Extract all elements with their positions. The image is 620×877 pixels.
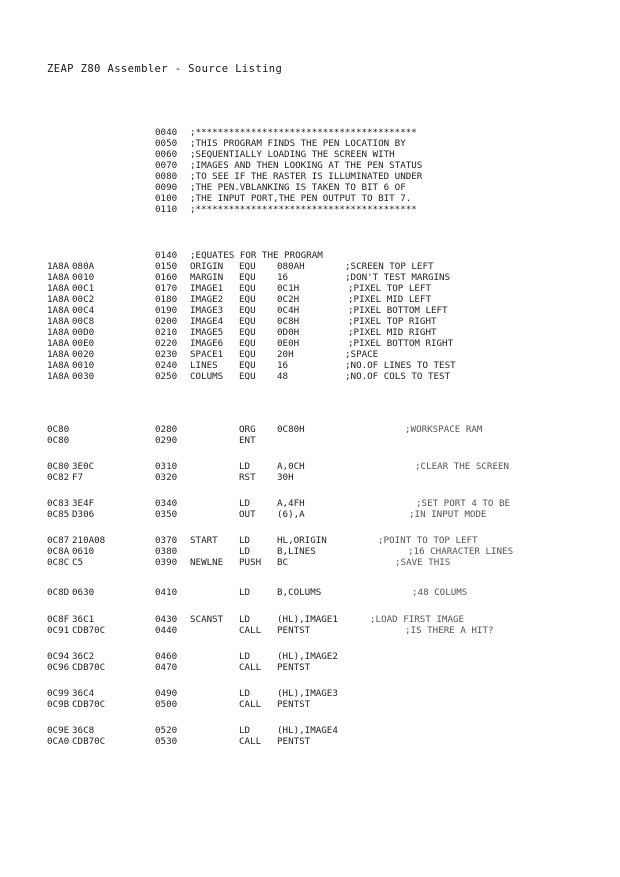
line-number: 0050 (155, 138, 178, 149)
comment: ;SPACE (345, 349, 379, 360)
opcode: EQU (239, 371, 256, 382)
operand: (HL),IMAGE2 (277, 651, 338, 662)
label: START (190, 535, 218, 546)
opcode: LD (239, 651, 251, 662)
comment-text: ;**************************************** (190, 204, 417, 215)
operand: 16 (277, 360, 289, 371)
address: 0C9B (47, 699, 70, 710)
opcode: CALL (239, 662, 262, 673)
label: ORIGIN (190, 261, 224, 272)
line-number: 0320 (155, 472, 178, 483)
object-code: 00C1 (72, 283, 95, 294)
line-number: 0040 (155, 127, 178, 138)
address: 0C9E (47, 725, 70, 736)
listing-title: ZEAP Z80 Assembler - Source Listing (47, 63, 283, 75)
line-number: 0160 (155, 272, 178, 283)
comment-text: ;SEQUENTIALLY LOADING THE SCREEN WITH (190, 149, 395, 160)
operand: 080AH (277, 261, 305, 272)
address: 1A8A (47, 360, 70, 371)
address: 0C99 (47, 688, 70, 699)
line-number: 0140 (155, 250, 178, 261)
opcode: ENT (239, 435, 256, 446)
object-code: 080A (72, 261, 95, 272)
comment: ;16 CHARACTER LINES (408, 546, 514, 557)
line-number: 0370 (155, 535, 178, 546)
opcode: EQU (239, 294, 256, 305)
line-number: 0290 (155, 435, 178, 446)
opcode: LD (239, 587, 251, 598)
object-code: 36C8 (72, 725, 95, 736)
comment-text: ;THIS PROGRAM FINDS THE PEN LOCATION BY (190, 138, 406, 149)
object-code: 00C8 (72, 316, 95, 327)
line-number: 0190 (155, 305, 178, 316)
opcode: EQU (239, 360, 256, 371)
operand: (HL),IMAGE3 (277, 688, 338, 699)
operand: B,LINES (277, 546, 316, 557)
comment: ;48 COLUMS (412, 587, 468, 598)
comment: ;NO.OF LINES TO TEST (345, 360, 456, 371)
line-number: 0100 (155, 193, 178, 204)
address: 0C80 (47, 461, 70, 472)
address: 0C85 (47, 509, 70, 520)
line-number: 0530 (155, 736, 178, 747)
opcode: EQU (239, 272, 256, 283)
address: 0C96 (47, 662, 70, 673)
address: 0C82 (47, 472, 70, 483)
label: SCANST (190, 614, 224, 625)
comment: ;DON'T TEST MARGINS (345, 272, 451, 283)
line-number: 0070 (155, 160, 178, 171)
operand: 20H (277, 349, 294, 360)
operand: 0C2H (277, 294, 300, 305)
line-number: 0440 (155, 625, 178, 636)
line-number: 0200 (155, 316, 178, 327)
line-number: 0520 (155, 725, 178, 736)
comment-text: ;IMAGES AND THEN LOOKING AT THE PEN STATUS (190, 160, 423, 171)
object-code: 3E4F (72, 498, 95, 509)
line-number: 0490 (155, 688, 178, 699)
operand: 0C1H (277, 283, 300, 294)
comment: ;SET PORT 4 TO BE (416, 498, 511, 509)
object-code: 36C4 (72, 688, 95, 699)
object-code: 00C2 (72, 294, 95, 305)
label: MARGIN (190, 272, 224, 283)
operand: 0E0H (277, 338, 300, 349)
line-number: 0210 (155, 327, 178, 338)
address: 0C83 (47, 498, 70, 509)
comment: ;PIXEL MID RIGHT (348, 327, 437, 338)
comment: ;PIXEL TOP LEFT (348, 283, 431, 294)
line-number: 0220 (155, 338, 178, 349)
comment: ;IS THERE A HIT? (405, 625, 494, 636)
line-number: 0170 (155, 283, 178, 294)
address: 0C94 (47, 651, 70, 662)
address: 0C8C (47, 557, 70, 568)
line-number: 0390 (155, 557, 178, 568)
address: 0C87 (47, 535, 70, 546)
opcode: PUSH (239, 557, 262, 568)
address: 1A8A (47, 349, 70, 360)
label: IMAGE4 (190, 316, 224, 327)
opcode: LD (239, 535, 251, 546)
object-code: CDB70C (72, 662, 106, 673)
object-code: CDB70C (72, 699, 106, 710)
opcode: LD (239, 614, 251, 625)
object-code: D306 (72, 509, 95, 520)
address: 1A8A (47, 272, 70, 283)
line-number: 0150 (155, 261, 178, 272)
line-number: 0250 (155, 371, 178, 382)
address: 0C80 (47, 435, 70, 446)
label: IMAGE3 (190, 305, 224, 316)
label: IMAGE1 (190, 283, 224, 294)
line-number: 0090 (155, 182, 178, 193)
object-code: 210A08 (72, 535, 106, 546)
object-code: 0010 (72, 360, 95, 371)
address: 1A8A (47, 294, 70, 305)
label: NEWLNE (190, 557, 224, 568)
label: SPACE1 (190, 349, 224, 360)
opcode: LD (239, 688, 251, 699)
line-number: 0080 (155, 171, 178, 182)
operand: 0C8H (277, 316, 300, 327)
address: 0CA0 (47, 736, 70, 747)
comment-text: ;EQUATES FOR THE PROGRAM (190, 250, 323, 261)
line-number: 0340 (155, 498, 178, 509)
object-code: C5 (72, 557, 84, 568)
comment: ;SAVE THIS (395, 557, 451, 568)
line-number: 0110 (155, 204, 178, 215)
line-number: 0310 (155, 461, 178, 472)
operand: (HL),IMAGE1 (277, 614, 338, 625)
operand: 0C4H (277, 305, 300, 316)
operand: PENTST (277, 662, 311, 673)
operand: 0D0H (277, 327, 300, 338)
address: 1A8A (47, 261, 70, 272)
opcode: EQU (239, 261, 256, 272)
object-code: 00E0 (72, 338, 95, 349)
comment-text: ;TO SEE IF THE RASTER IS ILLUMINATED UNDER (190, 171, 423, 182)
label: LINES (190, 360, 218, 371)
object-code: 0020 (72, 349, 95, 360)
operand: 16 (277, 272, 289, 283)
operand: A,4FH (277, 498, 305, 509)
line-number: 0060 (155, 149, 178, 160)
opcode: CALL (239, 625, 262, 636)
line-number: 0230 (155, 349, 178, 360)
operand: A,0CH (277, 461, 305, 472)
object-code: 36C1 (72, 614, 95, 625)
operand: (6),A (277, 509, 305, 520)
comment: ;PIXEL TOP RIGHT (348, 316, 437, 327)
address: 0C8A (47, 546, 70, 557)
opcode: EQU (239, 338, 256, 349)
opcode: CALL (239, 736, 262, 747)
comment-text: ;THE PEN.VBLANKING IS TAKEN TO BIT 6 OF (190, 182, 406, 193)
address: 1A8A (47, 283, 70, 294)
address: 0C8F (47, 614, 70, 625)
operand: BC (277, 557, 289, 568)
object-code: 3E0C (72, 461, 95, 472)
line-number: 0350 (155, 509, 178, 520)
address: 1A8A (47, 305, 70, 316)
comment-text: ;**************************************** (190, 127, 417, 138)
line-number: 0410 (155, 587, 178, 598)
comment: ;POINT TO TOP LEFT (378, 535, 478, 546)
opcode: LD (239, 725, 251, 736)
opcode: ORG (239, 424, 256, 435)
comment: ;PIXEL MID LEFT (348, 294, 431, 305)
opcode: LD (239, 461, 251, 472)
operand: 30H (277, 472, 294, 483)
opcode: RST (239, 472, 256, 483)
object-code: 00C4 (72, 305, 95, 316)
line-number: 0430 (155, 614, 178, 625)
comment: ;PIXEL BOTTOM LEFT (348, 305, 448, 316)
line-number: 0280 (155, 424, 178, 435)
line-number: 0180 (155, 294, 178, 305)
opcode: EQU (239, 327, 256, 338)
line-number: 0380 (155, 546, 178, 557)
object-code: 00D0 (72, 327, 95, 338)
operand: PENTST (277, 699, 311, 710)
comment: ;IN INPUT MODE (409, 509, 487, 520)
object-code: 0610 (72, 546, 95, 557)
object-code: CDB70C (72, 736, 106, 747)
operand: 0C80H (277, 424, 305, 435)
object-code: 36C2 (72, 651, 95, 662)
object-code: F7 (72, 472, 84, 483)
operand: HL,ORIGIN (277, 535, 327, 546)
label: COLUMS (190, 371, 224, 382)
object-code: 0030 (72, 371, 95, 382)
comment: ;PIXEL BOTTOM RIGHT (348, 338, 454, 349)
comment: ;SCREEN TOP LEFT (345, 261, 434, 272)
opcode: LD (239, 498, 251, 509)
object-code: 0630 (72, 587, 95, 598)
operand: PENTST (277, 625, 311, 636)
operand: PENTST (277, 736, 311, 747)
label: IMAGE2 (190, 294, 224, 305)
opcode: EQU (239, 349, 256, 360)
address: 1A8A (47, 316, 70, 327)
comment: ;NO.OF COLS TO TEST (345, 371, 451, 382)
comment: ;LOAD FIRST IMAGE (370, 614, 465, 625)
address: 1A8A (47, 338, 70, 349)
address: 0C80 (47, 424, 70, 435)
line-number: 0460 (155, 651, 178, 662)
opcode: EQU (239, 305, 256, 316)
opcode: OUT (239, 509, 256, 520)
opcode: EQU (239, 316, 256, 327)
line-number: 0240 (155, 360, 178, 371)
comment-text: ;THE INPUT PORT,THE PEN OUTPUT TO BIT 7. (190, 193, 412, 204)
comment: ;WORKSPACE RAM (405, 424, 483, 435)
opcode: LD (239, 546, 251, 557)
label: IMAGE6 (190, 338, 224, 349)
address: 0C8D (47, 587, 70, 598)
address: 0C91 (47, 625, 70, 636)
line-number: 0500 (155, 699, 178, 710)
label: IMAGE5 (190, 327, 224, 338)
address: 1A8A (47, 371, 70, 382)
opcode: EQU (239, 283, 256, 294)
line-number: 0470 (155, 662, 178, 673)
opcode: CALL (239, 699, 262, 710)
operand: (HL),IMAGE4 (277, 725, 338, 736)
operand: 48 (277, 371, 289, 382)
address: 1A8A (47, 327, 70, 338)
object-code: 0010 (72, 272, 95, 283)
comment: ;CLEAR THE SCREEN (415, 461, 510, 472)
operand: B,COLUMS (277, 587, 322, 598)
object-code: CDB70C (72, 625, 106, 636)
